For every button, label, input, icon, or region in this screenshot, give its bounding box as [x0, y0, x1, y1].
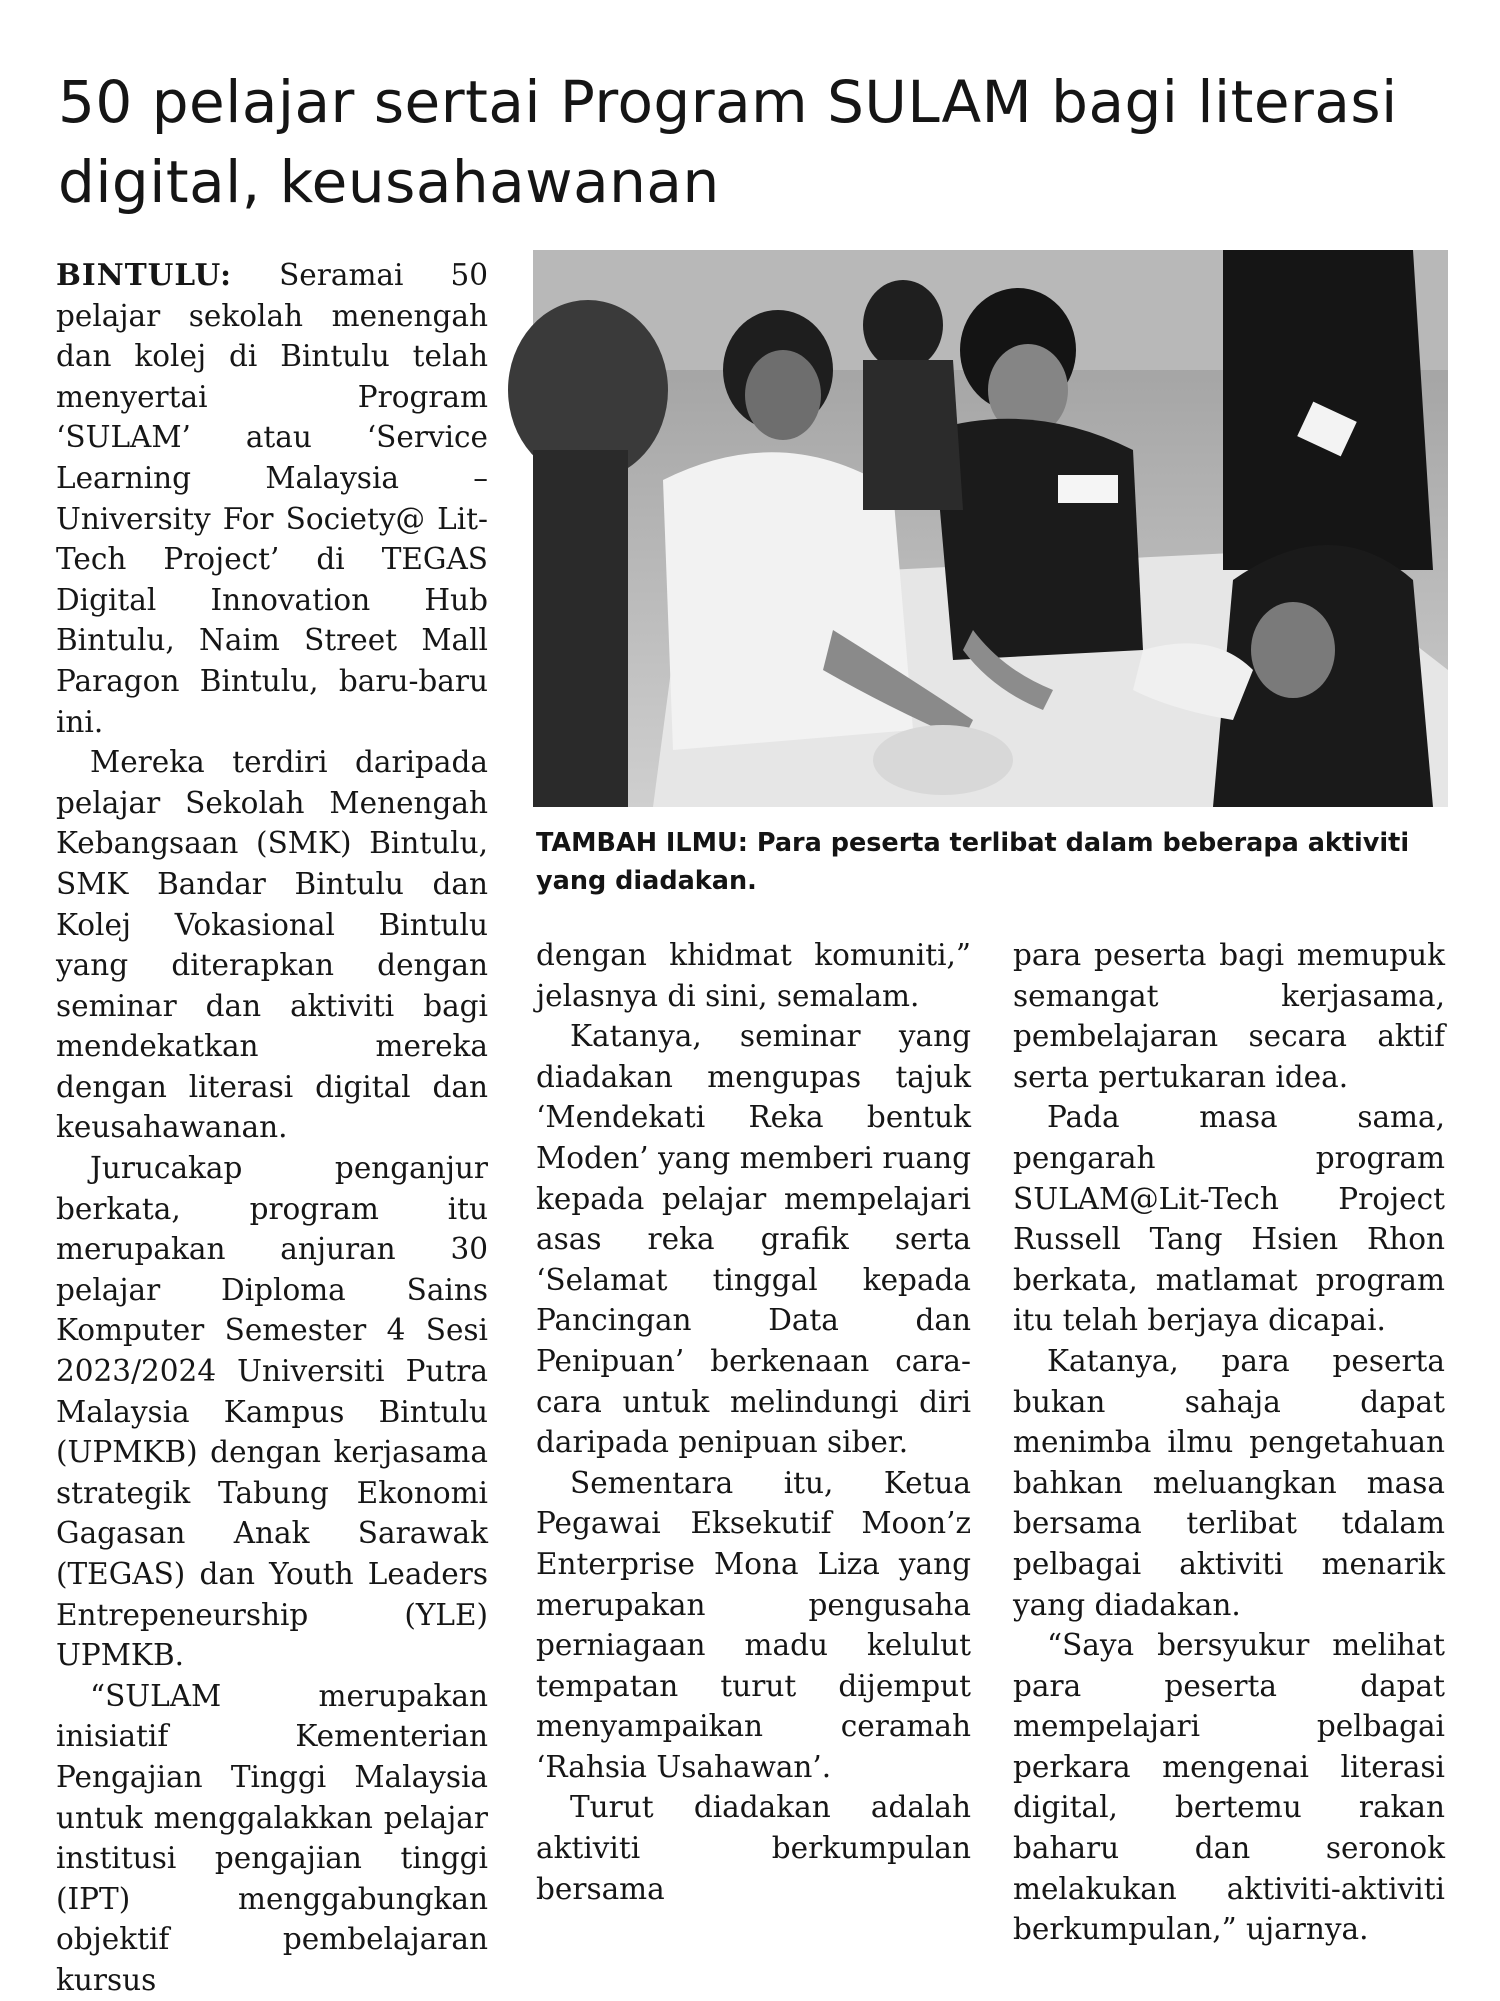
paragraph	[56, 255, 488, 742]
paragraph: Katanya, para peserta bukan sahaja dapat menimba ilmu pengetahuan bahkan meluangkan masa bersama terlibat tdalam pelbagai aktiviti menarik yang diadakan.	[1013, 1343, 1445, 1622]
paragraph: Turut diadakan adalah aktiviti berkumpulan bersama	[536, 1790, 971, 1906]
article-column-3	[1013, 935, 1445, 1950]
caption-label: TAMBAH ILMU:	[536, 828, 748, 858]
paragraph: Mereka terdiri daripada pelajar Sekolah Menengah Kebangsaan (SMK) Bintulu, SMK Bandar Bintulu dan Kolej Vokasional Bintulu yang diterapkan dengan seminar dan aktiviti bagi mendekatkan mereka dengan literasi digital dan keusahawanan.	[56, 745, 488, 1145]
paragraph: Katanya, seminar yang diadakan mengupas tajuk ‘Mendekati Reka bentuk Moden’ yang memberi ruang kepada pelajar mempelajari asas reka grafik serta ‘Selamat tinggal kepada Pancingan Data dan Penipuan’ berkenaan cara-cara untuk melindungi diri daripada penipuan siber.	[536, 1019, 971, 1460]
photo-illustration	[533, 250, 1448, 807]
paragraph: Jurucakap penganjur berkata, program itu merupakan anjuran 30 pelajar Diploma Sains Komputer Semester 4 Sesi 2023/2024 Universiti Putra Malaysia Kampus Bintulu (UPMKB) dengan kerjasama strategik Tabung Ekonomi Gagasan Anak Sarawak (TEGAS) dan Youth Leaders Entrepeneurship (YLE) UPMKB.	[56, 1151, 488, 1673]
paragraph-text: Seramai 50 pelajar sekolah menengah dan kolej di Bintulu telah menyertai Program ‘SULAM’ atau ‘Service Learning Malaysia – University For Society@ Lit-Tech Project’ di TEGAS Digital Innovation Hub Bintulu, Naim Street Mall Paragon Bintulu, baru-baru ini.	[56, 258, 488, 739]
paragraph: “SULAM merupakan inisiatif Kementerian Pengajian Tinggi Malaysia untuk menggalakkan pelajar institusi pengajian tinggi (IPT) menggabungkan objektif pembelajaran kursus	[56, 1678, 488, 1997]
paragraph: Sementara itu, Ketua Pegawai Eksekutif Moon’z Enterprise Mona Liza yang merupakan pengusaha perniagaan madu kelulut tempatan turut dijemput menyampaikan ceramah ‘Rahsia Usahawan’.	[536, 1465, 971, 1784]
dateline: BINTULU:	[56, 257, 233, 292]
paragraph: “Saya bersyukur melihat para peserta dapat mempelajari pelbagai perkara mengenai literasi digital, bertemu rakan baharu dan seronok melakukan aktiviti-aktiviti berkumpulan,” ujarnya.	[1013, 1628, 1445, 1947]
article-column-1	[56, 255, 488, 2001]
paragraph: dengan khidmat komuniti,” jelasnya di sini, semalam.	[536, 938, 971, 1013]
paragraph: Pada masa sama, pengarah program SULAM@Lit-Tech Project Russell Tang Hsien Rhon berkata, matlamat program itu telah berjaya dicapai.	[1013, 1100, 1445, 1338]
headline: 50 pelajar sertai Program SULAM bagi literasi digital, keusahawanan	[58, 68, 1398, 216]
caption-text: Para peserta terlibat dalam beberapa aktiviti yang diadakan.	[536, 828, 1410, 896]
article-column-2	[536, 935, 971, 1909]
paragraph: para peserta bagi memupuk semangat kerjasama, pembelajaran secara aktif serta pertukaran idea.	[1013, 938, 1445, 1094]
article-photo	[533, 250, 1448, 807]
photo-caption	[536, 824, 1448, 900]
